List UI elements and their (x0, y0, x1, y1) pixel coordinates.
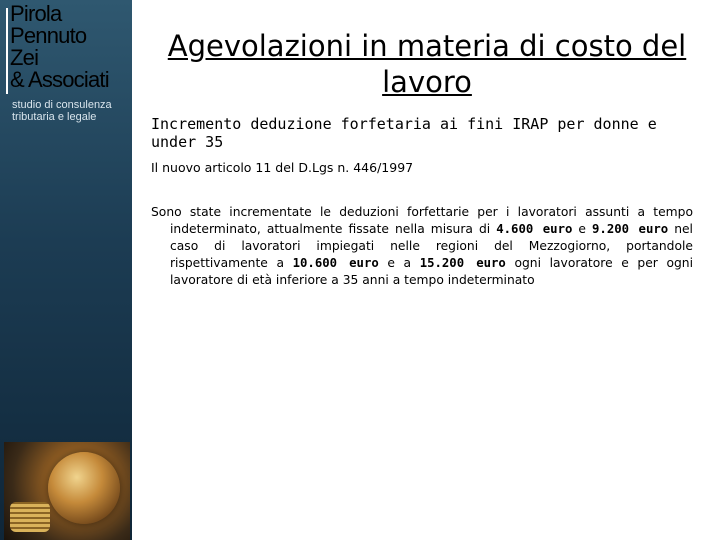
logo-line-4: & Associati (10, 67, 109, 92)
logo-bar (6, 8, 8, 94)
body-text-1: Sono state incrementate le deduzioni forfettarie per i lavoratori assunti a tempo indeterminato, attualmente fissate nella misura di (151, 205, 693, 236)
tagline-line-1: studio di consulenza (12, 99, 112, 111)
logo-line-1: Pirola (10, 1, 62, 26)
body-text-5: ogni lavoratore e per ogni lavoratore di età inferiore a 35 anni a tempo indeterminato (170, 256, 693, 287)
globe-image (48, 452, 120, 524)
tagline-line-2: tributaria e legale (12, 111, 97, 123)
law-reference: Il nuovo articolo 11 del D.Lgs n. 446/1997 (151, 160, 414, 175)
firm-tagline (12, 99, 112, 123)
coins-image (10, 502, 50, 532)
globe-coins-photo (4, 442, 130, 540)
amount-2: 9.200 euro (592, 222, 669, 236)
amount-1: 4.600 euro (496, 222, 573, 236)
amount-3: 10.600 euro (292, 256, 379, 270)
slide-title: Agevolazioni in materia di costo del lavoro (167, 29, 687, 99)
body-text-3: nel caso di lavoratori impiegati nelle regioni del Mezzogiorno, portandole rispettivamente a (170, 222, 693, 270)
logo-line-3: Zei (10, 45, 39, 70)
body-paragraph (151, 204, 693, 289)
firm-logo (10, 3, 109, 91)
slide-subtitle: Incremento deduzione forfetaria ai fini IRAP per donne e under 35 (151, 115, 657, 151)
body-text-4: e a (378, 256, 420, 270)
body-text-2: e (572, 222, 593, 236)
sidebar (0, 0, 132, 540)
amount-4: 15.200 euro (419, 256, 506, 270)
logo-line-2: Pennuto (10, 23, 87, 48)
